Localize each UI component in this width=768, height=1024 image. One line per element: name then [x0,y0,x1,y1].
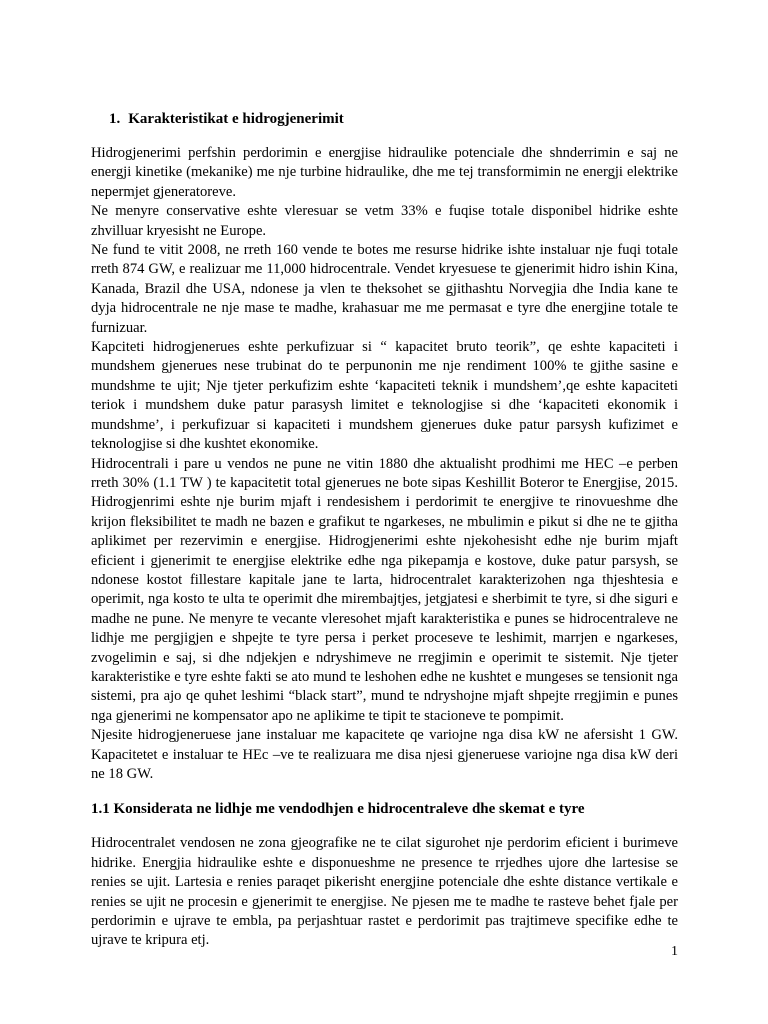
section-number: 1. [109,111,121,127]
paragraph: Hidrocentrali i pare u vendos ne pune ne vitin 1880 dhe aktualisht prodhimi me HEC –e perben rreth 30% (1.1 TW ) te kapacitetit total gjenerues ne bote sipas Keshillit Boteror te Energjise, 2015. Hidrogjenrimi eshte nje burim mjaft i rendesishem i perdorimit te energjive te rinovueshme dhe krijon fleksibilitet te madh ne bazen e grafikut te ngarkeses, ne mbulimin e pikut si dhe ne te gjitha aplikimet per rezervimin e energjise. Hidrogjenerimi eshte njekohesisht edhe nje burim mjaft eficient i gjenerimit te energjise elektrike edhe nga pikepamja e kostove, duke patur parsysh, se ndonese kostot fillestare kapitale jane te larta, hidrocentralet karakterizohen nga thjeshtesia e operimit, nga kosto te ulta te operimit dhe mirembajtjes, jetgjatesi e sherbimit te tyre, si dhe siguri e madhe ne pune. Ne menyre te vecante vleresohet mjaft karakteristika e punes se hidrocentraleve ne lidhje me pergjigjen e shpejte te tyre persa i perket proceseve te leshimit, marrjen e ngarkeses, zvogelimin e saj, si dhe ndjekjen e ndryshimeve ne rregjimin e operimit te sistemit. Nje tjeter karakteristike e tyre eshte fakti se ato mund te leshohen edhe ne kushtet e mungeses se tensionit nga sistemi, pra ajo qe quhet leshimi “black start”, mund te ndryshojne mjaft shpejte rregjimin e punes nga gjenerimi ne kompensator apo ne aplikime te tipit te stacioneve te pompimit. [91,455,678,724]
subsection-heading: 1.1 Konsiderata ne lidhje me vendodhjen e hidrocentraleve dhe skemat e tyre [91,801,585,818]
section-title: Karakteristikat e hidrogjenerimit [128,111,344,127]
paragraph: Hidrogjenerimi perfshin perdorimin e energjise hidraulike potenciale dhe shnderrimin e saj ne energji kinetike (mekanike) me nje turbine hidraulike, dhe me tej transformimin ne energji elektrike nepermjet gjeneratoreve. [91,145,678,200]
paragraph: Hidrocentralet vendosen ne zona gjeografike ne te cilat sigurohet nje perdorim eficient i burimeve hidrike. Energjia hidraulike eshte e disponueshme ne presence te rrjedhes ujore dhe lartesise se renies se ujit. Lartesia e renies paraqet pikerisht energjine potenciale dhe eshte distance vertikale e renies se ujit ne procesin e gjenerimit te energjise. Ne pjesen me te madhe te rasteve behet fjale per perdorimin e ujrave te embla, pa perjashtuar rastet e perdorimit pas trajtimeve specifike edhe te ujrave te kripura etj. [91,835,678,949]
section-heading [109,110,678,128]
paragraph: Njesite hidrogjeneruese jane instaluar me kapacitete qe variojne nga disa kW ne afersisht 1 GW. Kapacitetet e instaluar te HEc –ve te realizuara me disa njesi gjeneruese variojne nga disa kW deri ne 18 GW. [91,727,678,782]
paragraph: Ne menyre conservative eshte vleresuar se vetm 33% e fuqise totale disponibel hidrike eshte zhvilluar kryesisht ne Europe. [91,203,678,239]
page-content [91,110,678,951]
paragraph: Kapciteti hidrogjenerues eshte perkufizuar si “ kapacitet bruto teorik”, qe eshte kapaciteti i mundshem gjenerues nese trubinat do te perpunonin me nje rendiment 100% te gjithe sasine e mundshme te ujit; Nje tjeter perkufizim eshte ‘kapaciteti teknik i mundshem’,qe eshte kapaciteti teriok i mundshem duke patur parasysh limitet e teknologjise si dhe ‘kapaciteti ekonomik i mundshme’, i perkufizuar si kapaciteti i mundshem gjenerues duke patur parsysh kufizimet e teknologjise si dhe kushtet ekonomike. [91,339,678,453]
paragraph: Ne fund te vitit 2008, ne rreth 160 vende te botes me resurse hidrike ishte instaluar nje fuqi totale rreth 874 GW, e realizuar me 11,000 hidrocentrale. Vendet kryesuese te gjenerimit hidro ishin Kina, Kanada, Brazil dhe USA, ndonese ja vlen te theksohet se gjithashtu Norvegjia dhe India kane te dyja hidrocentrale ne nje mase te madhe, krahasuar me me permasat e tyre dhe energjine totale te furnizuar. [91,242,678,336]
page-number: 1 [671,944,678,959]
